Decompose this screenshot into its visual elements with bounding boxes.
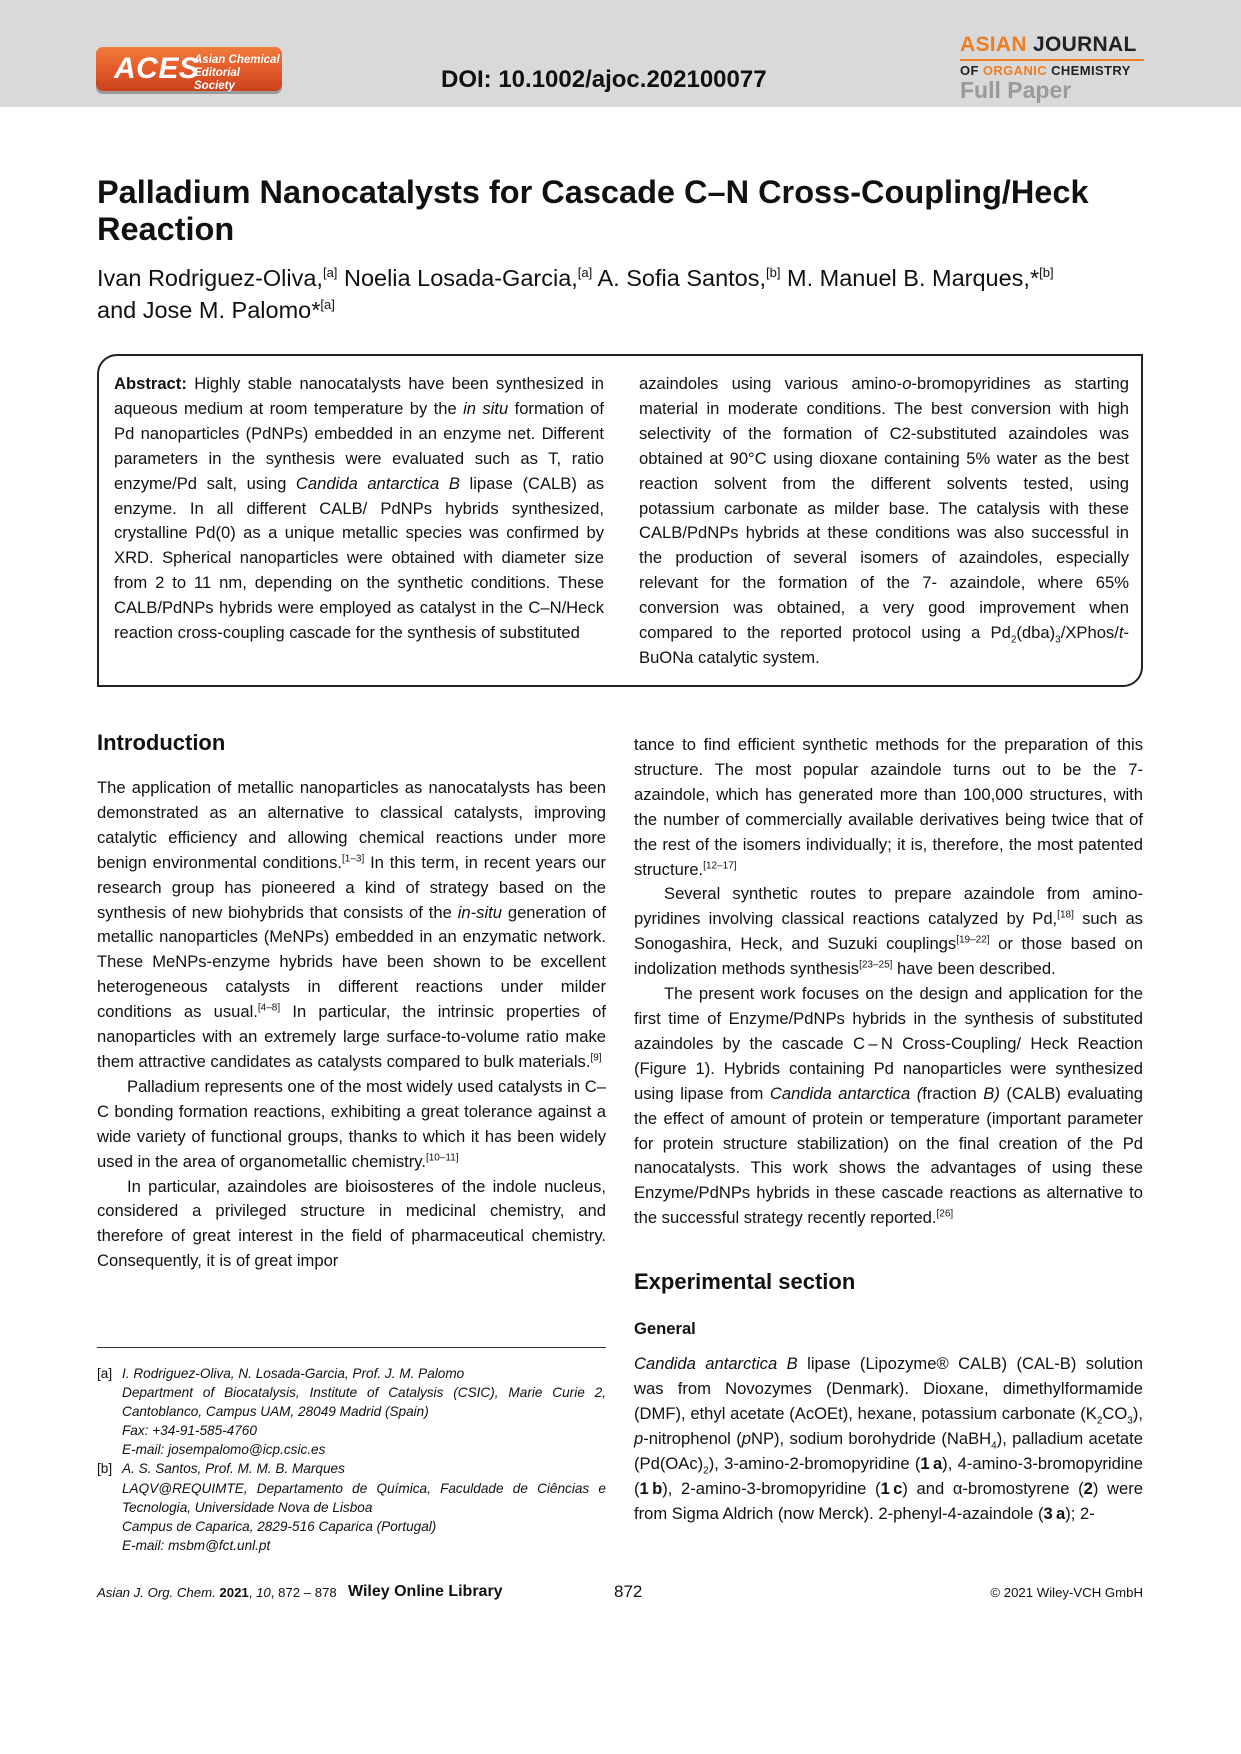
paragraph-text-italic: in-situ bbox=[457, 902, 502, 922]
section-heading-introduction: Introduction bbox=[97, 730, 226, 755]
section-heading-experimental: Experimental section bbox=[634, 1269, 856, 1295]
paragraph-text: ), bbox=[1132, 1403, 1143, 1423]
journal-word-chemistry: CHEMISTRY bbox=[1051, 63, 1131, 78]
footer-year: 2021 bbox=[219, 1585, 249, 1600]
abstract-text: -BuONa catalytic system. bbox=[639, 623, 1129, 667]
paragraph-text: -nitrophenol ( bbox=[643, 1428, 742, 1448]
copyright: © 2021 Wiley-VCH GmbH bbox=[990, 1585, 1143, 1600]
footnote-text: Campus de Caparica, 2829-516 Caparica (Portugal) bbox=[122, 1518, 437, 1534]
footnote-mark: [b] bbox=[97, 1461, 113, 1477]
paragraph-text: ) were from Sigma Aldrich (now Merck). 2-phenyl-4-azaindole ( bbox=[634, 1478, 1143, 1523]
aces-logo-subtitle bbox=[194, 54, 280, 93]
journal-name-top bbox=[960, 34, 1144, 56]
aces-logo-word: ACES bbox=[114, 52, 200, 85]
paragraph-text: In particular, azaindoles are bioisosteres of the indole nucleus, considered a privileged structure in medicinal chemistry, and therefore of great interest in the field of pharmaceutical chemistry. Consequently, it is of great impor bbox=[97, 1176, 606, 1271]
paragraph-text: ), 4-amino-3-bromopyridine ( bbox=[634, 1453, 1143, 1498]
paragraph-text: generation of metallic nanoparticles (MeNPs) embedded in an enzymatic network. These MeNPs-enzyme hybrids have been shown to be excellent heterogeneous catalysts in different reactions under milder conditions as usual. bbox=[97, 902, 607, 1022]
abstract-text: (dba) bbox=[1016, 623, 1056, 643]
paragraph-text: fraction bbox=[922, 1083, 977, 1103]
author-line1 bbox=[97, 262, 1147, 294]
author-name: M. Manuel B. Marques,* bbox=[787, 265, 1040, 291]
aces-logo-line2: Editorial Society bbox=[194, 67, 241, 92]
paragraph bbox=[634, 1352, 1143, 1526]
abstract-text-italic: in situ bbox=[463, 398, 509, 418]
paragraph bbox=[97, 776, 606, 1075]
author-name: A. Sofia Santos, bbox=[597, 265, 767, 291]
subscript: 2 bbox=[703, 1465, 709, 1477]
citation-ref[interactable]: [26] bbox=[936, 1208, 954, 1220]
journal-word-asian: ASIAN bbox=[960, 33, 1027, 56]
paragraph-text: or those based on indolization methods synthesis bbox=[634, 934, 1143, 979]
compound-number: 1 c bbox=[880, 1478, 903, 1498]
article-title bbox=[97, 174, 1147, 248]
footer-citation: Asian J. Org. Chem. 2021, 10, 872 – 878 bbox=[97, 1585, 337, 1600]
footer-journal: Asian J. Org. Chem. bbox=[97, 1585, 216, 1600]
citation-ref[interactable]: [1–3] bbox=[342, 853, 365, 865]
footnote-mark: [a] bbox=[97, 1366, 113, 1381]
affiliation-footnotes bbox=[97, 1364, 606, 1555]
abstract-text-italic: Candida antarctica B bbox=[295, 473, 460, 493]
abstract-text: -bromopyridines as starting material in moderate conditions. The best conversion with high selectivity of the formation of C2-substituted azaindoles was obtained at 90°C using dioxane containing 5% water as the best reaction solvent from the different solvents tested, using potassium carbonate as milder base. The catalysis with these CALB/PdNPs hybrids at these conditions was also successful in the production of several isomers of azaindoles, especially relevant for the formation of the 7- azaindole, where 65% conversion was obtained, a very good improvement when compared to the reported protocol using a Pd bbox=[639, 374, 1129, 643]
paragraph-text: In particular, the intrinsic properties of nanoparticles with an extremely large surface-to-volume ratio make them attractive candidates as catalysts compared to bulk materials. bbox=[97, 1002, 606, 1071]
compound-number: 1 b bbox=[639, 1478, 663, 1498]
footnote-text: Fax: +34-91-585-4760 bbox=[122, 1423, 257, 1439]
footnote-text: A. S. Santos, Prof. M. M. B. Marques bbox=[122, 1461, 345, 1477]
paragraph-text-italic: Candida antarctica ( bbox=[769, 1083, 923, 1103]
citation-ref[interactable]: [9] bbox=[590, 1052, 602, 1064]
footnote-text: LAQV@REQUIMTE, Departamento de Química, Faculdade de Ciências e Tecnologia, Universidade Nova de Lisboa bbox=[122, 1480, 606, 1515]
article-type: Full Paper bbox=[960, 77, 1072, 103]
subsection-heading-general: General bbox=[634, 1319, 696, 1339]
abstract-text: Highly stable nanocatalysts have been synthesized in aqueous medium at room temperature by the bbox=[114, 374, 604, 418]
abstract-label: Abstract: bbox=[114, 374, 187, 393]
paragraph-text-italic: Candida antarctica B bbox=[634, 1354, 798, 1374]
article-title-line1: Palladium Nanocatalysts for Cascade C–N Cross-Coupling/Heck bbox=[97, 174, 1089, 210]
aces-logo bbox=[96, 47, 282, 91]
journal-word-of: OF bbox=[960, 63, 979, 78]
journal-logo bbox=[960, 34, 1144, 102]
footer-volume: 10 bbox=[256, 1585, 271, 1600]
abstract-text: lipase (CALB) as enzyme. In all different CALB/ PdNPs hybrids synthesized, crystalline Pd(0) as a unique metallic species was confirmed by XRD. Spherical nanoparticles were obtained with diameter size from 2 to 11 nm, depending on the synthetic conditions. These CALB/PdNPs hybrids were employed as catalyst in the C–N/Heck reaction cross-coupling cascade for the synthesis of substituted bbox=[114, 473, 604, 643]
author-list bbox=[97, 262, 1147, 326]
paragraph-text: (CALB) evaluating the effect of amount of protein or temperature (important parameter for protein structure stabilization) on the final creation of the Pd nanocatalysts. This work shows the advantages of using these Enzyme/PdNPs hybrids in these cascade reactions as alternative to the successful strategy recently reported. bbox=[634, 1083, 1143, 1228]
paragraph-text: Several synthetic routes to prepare azaindole from aminopyridines involving classical reactions catalyzed by Pd, bbox=[634, 884, 1143, 929]
paragraph bbox=[634, 982, 1143, 1231]
author-line2 bbox=[97, 294, 1147, 326]
author-affiliation: [b] bbox=[766, 265, 781, 281]
page-footer bbox=[97, 1583, 1143, 1603]
footer-pages: , 872 – 878 bbox=[270, 1585, 337, 1600]
paragraph-text: NP), sodium borohydride (NaBH bbox=[750, 1428, 992, 1448]
footnote-email[interactable]: E-mail: msbm@fct.unl.pt bbox=[122, 1537, 271, 1553]
paragraph-text: tance to find efficient synthetic methods for the preparation of this structure. The most popular azaindole turns out to be the 7-azaindole, which has generated more than 100,000 structures, with the number of commercially available derivatives being twice that of the rest of the isomers individually; it is, therefore, the most patented structure. bbox=[634, 735, 1143, 879]
subscript: 3 bbox=[1055, 634, 1061, 646]
doi-link[interactable]: DOI: 10.1002/ajoc.202100077 bbox=[441, 66, 767, 93]
footnote-text: Department of Biocatalysis, Institute of Catalysis (CSIC), Marie Curie 2, Cantoblanco, Campus UAM, 28049 Madrid (Spain) bbox=[122, 1385, 606, 1420]
paragraph-text: CO bbox=[1102, 1403, 1128, 1423]
paragraph-text: ), 2-amino-3-bromopyridine ( bbox=[662, 1478, 881, 1498]
author-name: and Jose M. Palomo* bbox=[97, 297, 321, 323]
citation-ref[interactable]: [12–17] bbox=[703, 860, 737, 871]
abstract-text: formation of Pd nanoparticles (PdNPs) embedded in an enzyme net. Different parameters in the synthesis were evaluated such as T, ratio enzyme/Pd salt, using bbox=[114, 398, 604, 493]
paragraph-text: have been described. bbox=[892, 959, 1056, 979]
abstract-text: azaindoles using various amino- bbox=[639, 374, 903, 393]
citation-ref[interactable]: [10–11] bbox=[425, 1152, 459, 1164]
paragraph-text: In this term, in recent years our research group has pioneered a kind of strategy based on the synthesis of new biohybrids that consists of the bbox=[97, 852, 606, 922]
compound-number: 2 bbox=[1083, 1478, 1093, 1498]
author-affiliation: [b] bbox=[1039, 265, 1054, 281]
citation-ref[interactable]: [23–25] bbox=[859, 959, 893, 971]
paragraph-text: ), palladium acetate (Pd(OAc) bbox=[634, 1428, 1143, 1473]
author-affiliation: [a] bbox=[320, 297, 335, 313]
paragraph-text-italic: p bbox=[741, 1428, 751, 1448]
abstract-text-italic: o bbox=[902, 374, 912, 393]
paragraph-text-italic: B) bbox=[983, 1083, 1000, 1103]
paragraph-text: The present work focuses on the design and application for the first time of Enzyme/PdNPs hybrids in the synthesis of substituted azaindoles by the cascade C – N Cross-Coupling/ Heck Reaction (Figure 1). Hybrids containing Pd nanoparticles were synthesized using lipase from bbox=[634, 984, 1143, 1103]
paragraph-text-italic: p bbox=[634, 1428, 644, 1448]
footnote-text: I. Rodriguez-Oliva, N. Losada-Garcia, Prof. J. M. Palomo bbox=[122, 1366, 465, 1381]
abstract-column-left bbox=[114, 372, 604, 646]
author-affiliation: [a] bbox=[577, 265, 593, 281]
citation-ref[interactable]: [19–22] bbox=[956, 934, 990, 946]
citation-ref[interactable]: [4–8] bbox=[257, 1002, 281, 1014]
journal-word-organic: ORGANIC bbox=[982, 63, 1048, 78]
aces-logo-line1: Asian Chemical bbox=[194, 54, 280, 66]
footnote-a bbox=[97, 1364, 606, 1459]
paragraph-text: The application of metallic nanoparticles as nanocatalysts has been demonstrated as an alternative to classical catalysts, improving catalytic efficiency and allowing chemical reactions under more benign environmental conditions. bbox=[97, 778, 606, 872]
page-number: 872 bbox=[614, 1582, 643, 1601]
paragraph-text: ); 2- bbox=[1065, 1503, 1095, 1523]
paragraph bbox=[97, 1075, 606, 1175]
author-name: Ivan Rodriguez-Oliva, bbox=[97, 265, 323, 291]
author-name: Noelia Losada-Garcia, bbox=[343, 265, 578, 291]
paragraph-text: ), 3-amino-2-bromopyridine ( bbox=[708, 1453, 921, 1473]
abstract-text-italic: t bbox=[1118, 623, 1124, 643]
paragraph-text: Palladium represents one of the most widely used catalysts in C–C bonding formation reactions, exhibiting a great tolerance against a wide variety of functional groups, thanks to which it has been widely used in the area of organometallic chemistry. bbox=[97, 1076, 606, 1171]
footnote-email[interactable]: E-mail: josempalomo@icp.csic.es bbox=[122, 1442, 326, 1458]
compound-number: 3 a bbox=[1043, 1503, 1066, 1523]
paragraph-text: such as Sonogashira, Heck, and Suzuki couplings bbox=[634, 909, 1143, 954]
paragraph bbox=[634, 882, 1143, 982]
compound-number: 1 a bbox=[920, 1453, 943, 1473]
journal-header-band bbox=[0, 0, 1241, 107]
journal-word-journal: JOURNAL bbox=[1032, 33, 1137, 56]
citation-ref[interactable]: [18] bbox=[1057, 909, 1074, 921]
wiley-online-library-link[interactable]: Wiley Online Library bbox=[348, 1583, 503, 1600]
subscript: 3 bbox=[1127, 1415, 1133, 1427]
body-column-right bbox=[634, 733, 1143, 1526]
author-affiliation: [a] bbox=[322, 265, 338, 281]
abstract-column-right bbox=[639, 372, 1129, 671]
body-column-left bbox=[97, 730, 606, 1274]
abstract-text: /XPhos/ bbox=[1060, 623, 1119, 643]
paragraph bbox=[97, 1175, 606, 1275]
footnote-divider bbox=[97, 1347, 606, 1348]
paragraph-text: lipase (Lipozyme® CALB) (CAL-B) solution was from Novozymes (Denmark). Dioxane, dimethylformamide (DMF), ethyl acetate (AcOEt), hexane, potassium carbonate (K bbox=[634, 1354, 1144, 1423]
subscript: 2 bbox=[1096, 1415, 1103, 1427]
subscript: 2 bbox=[1010, 634, 1017, 646]
paragraph-text: ) and α-bromostyrene ( bbox=[902, 1478, 1084, 1498]
journal-rule bbox=[960, 59, 1144, 61]
subscript: 4 bbox=[991, 1440, 997, 1452]
paragraph bbox=[634, 733, 1143, 882]
footnote-b bbox=[97, 1459, 606, 1554]
journal-name-bottom bbox=[960, 63, 1144, 78]
abstract-box bbox=[97, 354, 1143, 687]
article-title-line2: Reaction bbox=[97, 211, 235, 247]
